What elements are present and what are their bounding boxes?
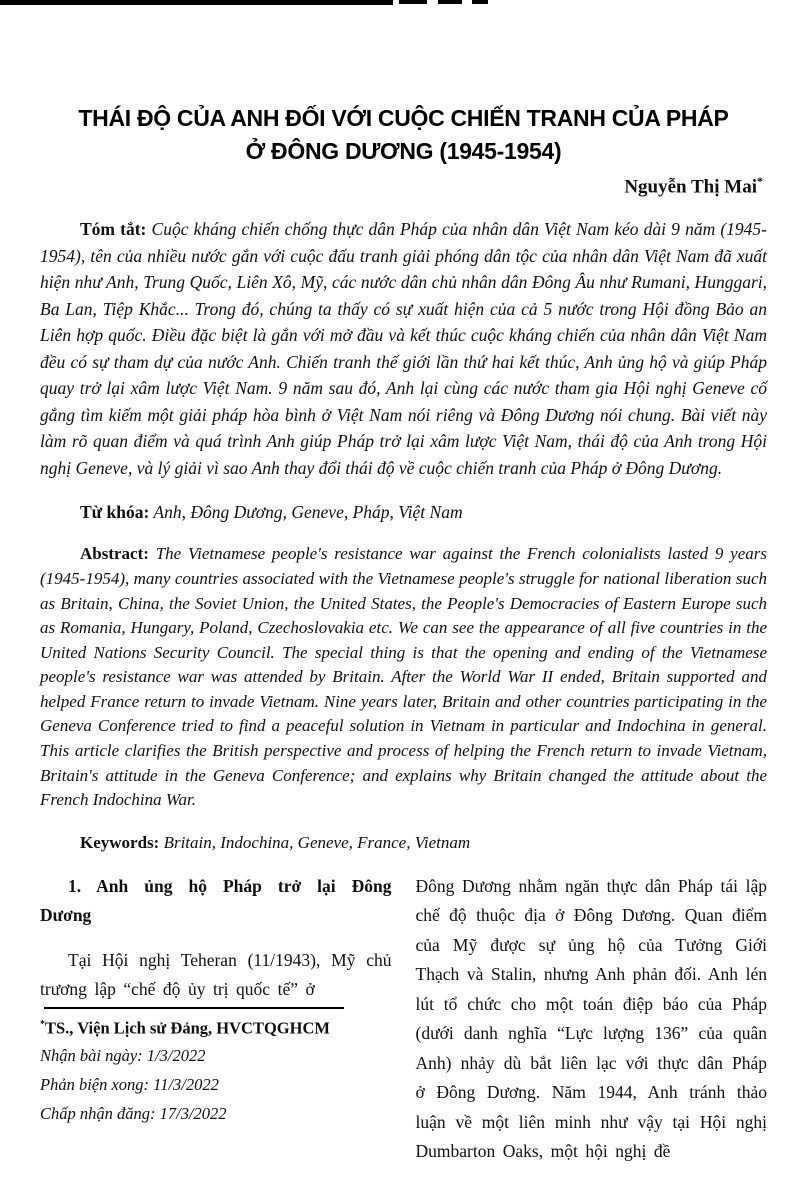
author-footnote-marker: * xyxy=(757,174,763,188)
footnote-accepted-date: Chấp nhận đăng: 17/3/2022 xyxy=(40,1103,227,1123)
abstract-en-label: Abstract: xyxy=(80,544,149,564)
keywords-vietnamese xyxy=(40,499,767,525)
scan-artifact-line xyxy=(0,0,393,5)
scan-artifact-dash xyxy=(472,0,488,4)
article-title xyxy=(40,102,767,168)
right-column xyxy=(416,872,768,1168)
abstract-vietnamese xyxy=(40,216,767,481)
abstract-english xyxy=(40,542,767,813)
scan-artifact-dash xyxy=(399,0,427,4)
section-1-heading: 1. Anh ủng hộ Pháp trở lại Đông Dương xyxy=(40,875,392,926)
keywords-english xyxy=(40,830,767,855)
footnote-separator-rule xyxy=(44,1007,344,1009)
footnote-marker: * xyxy=(40,1019,45,1031)
keywords-vi-label: Từ khóa: xyxy=(80,501,150,522)
keywords-vi-text: Anh, Đông Dương, Geneve, Pháp, Việt Nam xyxy=(149,501,463,522)
scan-artifact-dash xyxy=(438,0,462,4)
abstract-vi-label: Tóm tắt: xyxy=(80,219,147,240)
author-name: Nguyễn Thị Mai* xyxy=(624,174,763,198)
two-column-section xyxy=(40,872,767,1168)
abstract-en-text: The Vietnamese people's resistance war against the French colonialists lasted 9 years (1945-1954), many countries associated with the Vietnamese people's struggle for national liberation such as Britain, China, the Soviet Union, the United States, the People's Democracies of Eastern Europe such as Romania, Hungary, Poland, Czechoslovakia etc. We can see the appearance of all five countries in the United Nations Security Council. The special thing is that the opening and ending of the Vietnamese people's resistance war was attended by Britain. After the World War II ended, Britain supported and helped France return to invade Vietnam. Nine years later, Britain and other countries participating in the Geneva Conference tried to find a peaceful solution in Vietnam in particular and Indochina in general. This article clarifies the British perspective and process of helping the French return to invade Vietnam, Britain's attitude in the Geneva Conference; and explains why Britain changed the attitude about the French Indochina War. xyxy=(40,544,767,810)
section-1-right-paragraph: Đông Dương nhằm ngăn thực dân Pháp tái lập chế độ thuộc địa ở Đông Dương. Quan điểm của Mỹ được sự ủng hộ của Tưởng Giới Thạch và Stalin, nhưng Anh phản đối. Anh lén lút tổ chức cho một toán điệp báo của Pháp (dưới danh nghĩa “Lực lượng 136” của quân Anh) nhảy dù bắt liên lạc với thực dân Pháp ở Đông Dương. Năm 1944, Anh tránh thảo luận về một liên minh như vậy tại Hội nghị Dumbarton Oaks, một hội nghị đề xyxy=(415,875,767,1162)
keywords-en-label: Keywords: xyxy=(80,832,160,852)
article-title-line2: Ở ĐÔNG DƯƠNG (1945-1954) xyxy=(245,138,562,164)
section-1-left-paragraph: Tại Hội nghị Teheran (11/1943), Mỹ chủ trương lập “chế độ ủy trị quốc tế” ở xyxy=(40,949,392,1000)
footnote-reviewed-date: Phản biện xong: 11/3/2022 xyxy=(40,1074,219,1094)
keywords-en-text: Britain, Indochina, Geneve, France, Vietnam xyxy=(159,832,471,852)
footnote-affiliation: *TS., Viện Lịch sử Đảng, HVCTQGHCM xyxy=(40,1018,330,1038)
footnote-received-date: Nhận bài ngày: 1/3/2022 xyxy=(40,1045,206,1065)
left-column xyxy=(40,872,392,1168)
article-title-line1: THÁI ĐỘ CỦA ANH ĐỐI VỚI CUỘC CHIẾN TRANH CỦA PHÁP xyxy=(78,105,729,131)
abstract-vi-text: Cuộc kháng chiến chống thực dân Pháp của nhân dân Việt Nam kéo dài 9 năm (1945-1954), tên của nhiều nước gắn với cuộc đấu tranh giải phóng dân tộc của nhân dân Việt Nam đã xuất hiện như Anh, Trung Quốc, Liên Xô, Mỹ, các nước dân chủ nhân dân Đông Âu như Rumani, Hunggari, Ba Lan, Tiệp Khắc... Trong đó, chúng ta thấy có sự xuất hiện của cả 5 nước trong Hội đồng Bảo an Liên hợp quốc. Điều đặc biệt là gắn với mở đầu và kết thúc cuộc kháng chiến của nhân dân Việt Nam đều có sự tham dự của nước Anh. Chiến tranh thế giới lần thứ hai kết thúc, Anh ủng hộ và giúp Pháp quay trở lại xâm lược Việt Nam. 9 năm sau đó, Anh lại cùng các nước tham gia Hội nghị Geneve cố gắng tìm kiếm một giải pháp hòa bình ở Việt Nam nói riêng và Đông Dương nói chung. Bài viết này làm rõ quan điểm và quá trình Anh giúp Pháp trở lại xâm lược Việt Nam, thái độ của Anh trong Hội nghị Geneve, và lý giải vì sao Anh thay đổi thái độ về cuộc chiến tranh của Pháp ở Đông Dương. xyxy=(40,219,768,478)
footnote-block xyxy=(40,1007,392,1128)
